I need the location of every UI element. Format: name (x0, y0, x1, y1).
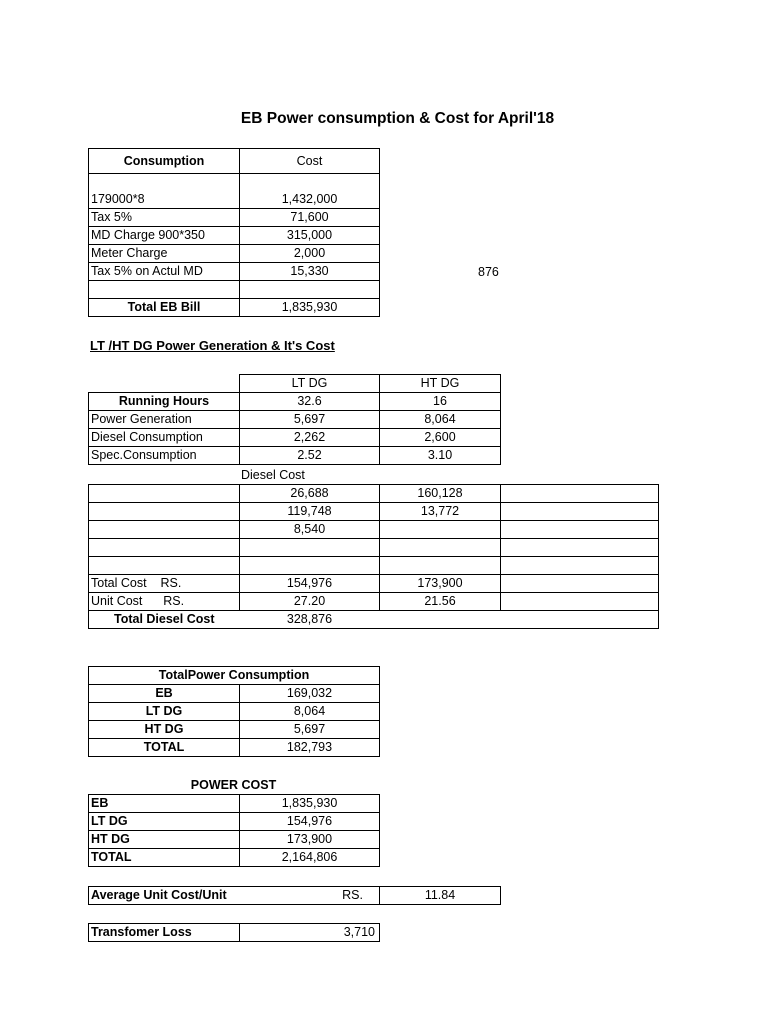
unit-cost-ht: 21.56 (380, 593, 501, 611)
eb-total-label: Total EB Bill (89, 299, 240, 317)
pc-total-value: 182,793 (240, 739, 380, 757)
total-cost-ht: 173,900 (380, 575, 501, 593)
power-consumption-header: TotalPower Consumption (89, 667, 380, 685)
dg-lt-value: 32.6 (240, 393, 380, 411)
total-diesel-cost-value: 328,876 (240, 611, 380, 629)
eb-row-label: MD Charge 900*350 (89, 227, 240, 245)
transformer-loss-label: Transfomer Loss (89, 924, 240, 942)
diesel-row-label (89, 485, 240, 503)
dg-ht-value: 16 (380, 393, 501, 411)
cost-row-label: HT DG (89, 831, 240, 849)
power-cost-table (88, 794, 380, 867)
eb-empty-cell (240, 281, 380, 299)
cost-row-value: 154,976 (240, 813, 380, 831)
dg-ht-value: 3.10 (380, 447, 501, 465)
unit-cost-lt: 27.20 (240, 593, 380, 611)
power-consumption-table (88, 666, 380, 757)
dg-ht-value: 8,064 (380, 411, 501, 429)
diesel-ht-value (380, 557, 501, 575)
transformer-loss-value: 3,710 (240, 924, 380, 942)
cost-total-label: TOTAL (89, 849, 240, 867)
eb-bill-table (88, 148, 380, 317)
eb-row-value: 2,000 (240, 245, 380, 263)
cost-row-value: 1,835,930 (240, 795, 380, 813)
diesel-extra-cell (501, 503, 659, 521)
average-cost-unit: RS. (240, 887, 380, 905)
eb-row-value: 1,432,000 (240, 174, 380, 209)
diesel-row-label (89, 521, 240, 539)
dg-lt-value: 5,697 (240, 411, 380, 429)
diesel-extra-cell (501, 539, 659, 557)
dg-generation-table (88, 374, 501, 465)
dg-section-heading: LT /HT DG Power Generation & It's Cost (90, 338, 335, 353)
total-cost-lt: 154,976 (240, 575, 380, 593)
dg-corner-cell (89, 375, 240, 393)
dg-row-label: Diesel Consumption (89, 429, 240, 447)
transformer-loss-table (88, 923, 380, 942)
md-side-value: 876 (478, 265, 499, 279)
ht-dg-header: HT DG (380, 375, 501, 393)
dg-ht-value: 2,600 (380, 429, 501, 447)
diesel-row-label (89, 539, 240, 557)
diesel-extra-cell (501, 557, 659, 575)
pc-row-label: EB (89, 685, 240, 703)
diesel-lt-value: 8,540 (240, 521, 380, 539)
diesel-ht-value (380, 521, 501, 539)
diesel-extra-cell (501, 485, 659, 503)
dg-row-label: Power Generation (89, 411, 240, 429)
diesel-extra-cell (501, 593, 659, 611)
pc-row-label: HT DG (89, 721, 240, 739)
diesel-cost-table (88, 484, 659, 629)
lt-dg-header: LT DG (240, 375, 380, 393)
diesel-lt-value: 119,748 (240, 503, 380, 521)
eb-row-label: 179000*8 (89, 174, 240, 209)
diesel-extra-cell (501, 521, 659, 539)
dg-lt-value: 2.52 (240, 447, 380, 465)
pc-total-label: TOTAL (89, 739, 240, 757)
cost-header: Cost (240, 149, 380, 174)
eb-row-label: Tax 5% on Actul MD (89, 263, 240, 281)
eb-row-label: Meter Charge (89, 245, 240, 263)
pc-row-value: 8,064 (240, 703, 380, 721)
average-cost-table (88, 886, 501, 905)
pc-row-value: 5,697 (240, 721, 380, 739)
total-cost-label: Total Cost RS. (89, 575, 240, 593)
power-cost-header: POWER COST (190, 778, 277, 792)
diesel-row-label (89, 557, 240, 575)
eb-total-value: 1,835,930 (240, 299, 380, 317)
diesel-row-label (89, 503, 240, 521)
dg-row-label: Spec.Consumption (89, 447, 240, 465)
consumption-header: Consumption (89, 149, 240, 174)
average-cost-value: 11.84 (380, 887, 501, 905)
total-diesel-cost-label: Total Diesel Cost (89, 611, 240, 629)
eb-row-value: 15,330 (240, 263, 380, 281)
cost-row-label: EB (89, 795, 240, 813)
diesel-lt-value (240, 539, 380, 557)
cost-row-value: 173,900 (240, 831, 380, 849)
diesel-lt-value: 26,688 (240, 485, 380, 503)
cost-row-label: LT DG (89, 813, 240, 831)
eb-row-value: 71,600 (240, 209, 380, 227)
diesel-cost-label: Diesel Cost (241, 468, 305, 482)
diesel-blank-cell (380, 611, 501, 629)
cost-total-value: 2,164,806 (240, 849, 380, 867)
page-title: EB Power consumption & Cost for April'18 (240, 110, 555, 127)
diesel-extra-cell (501, 575, 659, 593)
diesel-lt-value (240, 557, 380, 575)
diesel-blank-cell (501, 611, 659, 629)
average-cost-label: Average Unit Cost/Unit (89, 887, 240, 905)
eb-empty-cell (89, 281, 240, 299)
dg-row-label: Running Hours (89, 393, 240, 411)
pc-row-label: LT DG (89, 703, 240, 721)
dg-lt-value: 2,262 (240, 429, 380, 447)
eb-row-label: Tax 5% (89, 209, 240, 227)
eb-row-value: 315,000 (240, 227, 380, 245)
diesel-ht-value: 13,772 (380, 503, 501, 521)
diesel-ht-value: 160,128 (380, 485, 501, 503)
unit-cost-label: Unit Cost RS. (89, 593, 240, 611)
diesel-ht-value (380, 539, 501, 557)
pc-row-value: 169,032 (240, 685, 380, 703)
